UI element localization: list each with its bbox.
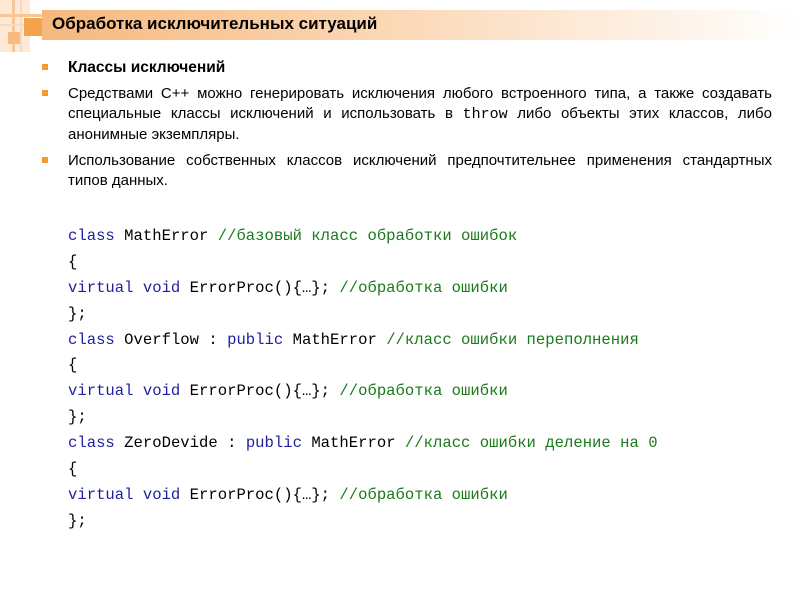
- code-line: [68, 379, 658, 405]
- code-keyword: class: [68, 330, 115, 349]
- code-keyword: class: [68, 434, 115, 453]
- bullet-item: [40, 84, 772, 145]
- code-keyword: virtual void: [68, 382, 181, 401]
- code-text: ErrorProc(){…};: [180, 485, 340, 504]
- code-text: {: [68, 252, 78, 271]
- code-line: [68, 431, 658, 457]
- code-line: [68, 509, 658, 535]
- code-text: MathError: [283, 330, 387, 349]
- code-comment: //класс ошибки переполнения: [386, 330, 639, 349]
- bullet-text: Средствами С++ можно генерировать исключения любого встроенного типа, а также создавать специальные классы исключений и использовать в: [68, 85, 772, 122]
- bullet-heading-text: Классы исключений: [68, 59, 226, 76]
- code-line: [68, 483, 658, 509]
- bullet-item: [40, 58, 772, 78]
- square-bullet-icon: [42, 157, 48, 163]
- code-comment: //обработка ошибки: [339, 485, 508, 504]
- code-text: };: [68, 304, 87, 323]
- code-line: [68, 457, 658, 483]
- slide-title: Обработка исключительных ситуаций: [52, 14, 378, 33]
- code-keyword: public: [245, 434, 302, 453]
- code-comment: //обработка ошибки: [339, 278, 508, 297]
- square-bullet-icon: [42, 64, 48, 70]
- code-line: [68, 328, 658, 354]
- code-keyword: virtual void: [68, 278, 181, 297]
- code-text: MathError: [301, 434, 405, 453]
- code-text: };: [68, 511, 87, 530]
- code-text: {: [68, 460, 78, 479]
- code-line: [68, 276, 658, 302]
- bullet-text: Использование собственных классов исключений предпочтительнее применения стандартных типов данных.: [68, 152, 772, 189]
- code-comment: //базовый класс обработки ошибок: [217, 227, 518, 245]
- code-comment: //обработка ошибки: [339, 382, 508, 401]
- code-keyword: public: [227, 330, 284, 349]
- bullet-item: [40, 151, 772, 191]
- code-line: [68, 302, 658, 328]
- bullet-list: [40, 58, 772, 197]
- code-keyword: virtual void: [68, 485, 181, 504]
- code-text: MathError: [114, 227, 218, 245]
- code-text: ZeroDevide :: [114, 434, 246, 453]
- code-comment: //класс ошибки деление на 0: [404, 434, 658, 453]
- code-text: ErrorProc(){…};: [180, 382, 340, 401]
- bullet-text: либо объекты этих классов, либо анонимные экземпляры.: [68, 105, 772, 143]
- code-text: ErrorProc(){…};: [180, 278, 340, 297]
- bullet-keyword: throw: [462, 106, 508, 123]
- code-text: };: [68, 408, 87, 427]
- square-bullet-icon: [42, 90, 48, 96]
- code-line: [68, 353, 658, 379]
- code-line: [68, 405, 658, 431]
- code-line: [68, 224, 658, 250]
- code-block: [68, 224, 658, 535]
- code-text: Overflow :: [114, 330, 228, 349]
- code-keyword: class: [68, 227, 115, 245]
- code-text: {: [68, 356, 78, 375]
- code-line: [68, 250, 658, 276]
